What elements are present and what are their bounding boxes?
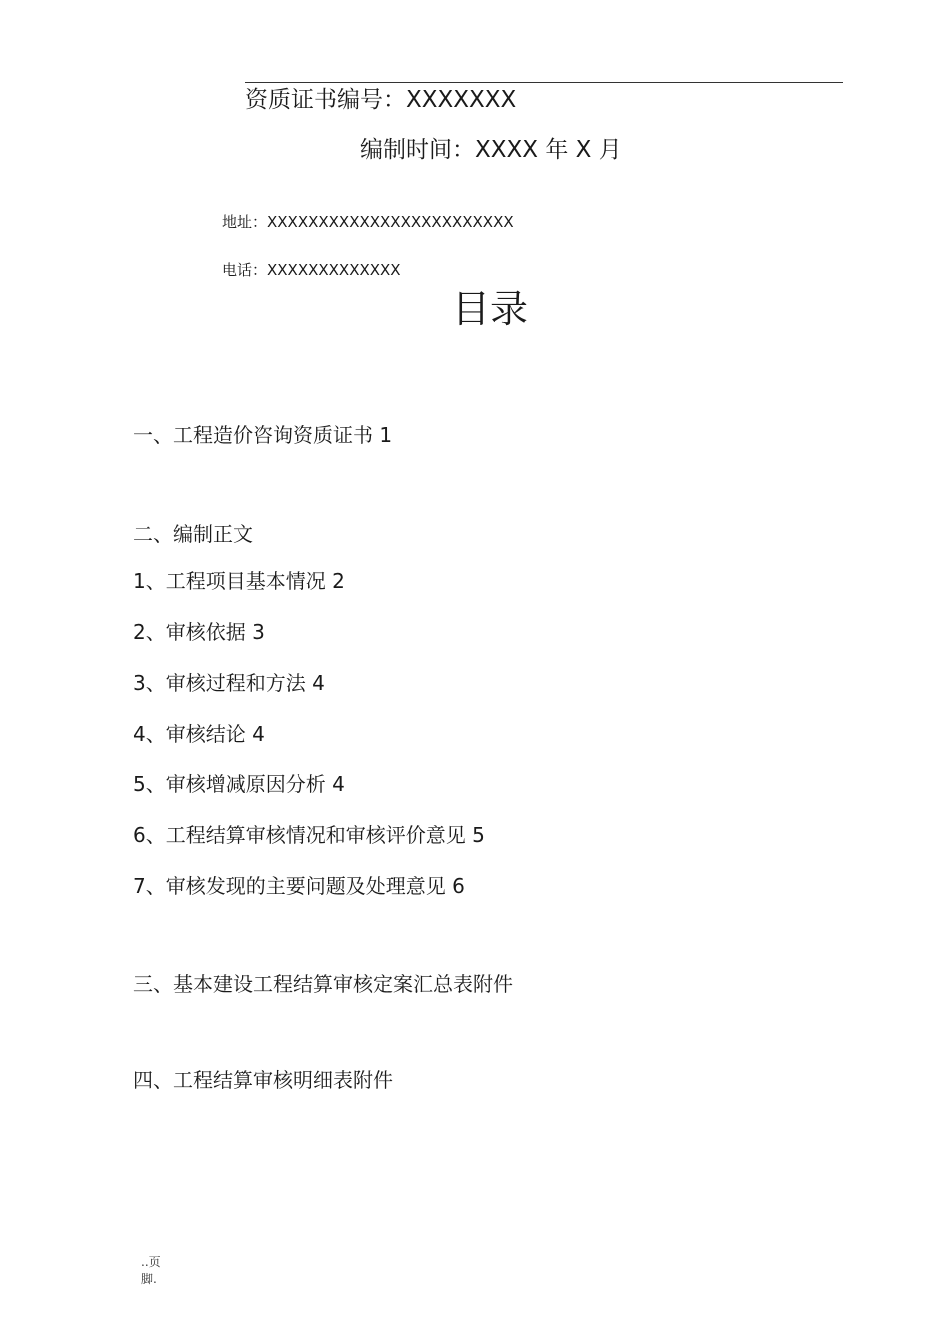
toc-item-section-3: 三、基本建设工程结算审核定案汇总表附件	[133, 972, 513, 996]
toc-item-2-6: 6、工程结算审核情况和审核评价意见 5	[133, 823, 485, 847]
toc-item-2-2: 2、审核依据 3	[133, 620, 265, 644]
header-rule	[245, 82, 843, 83]
toc-title: 目录	[451, 287, 528, 331]
phone: 电话：XXXXXXXXXXXXX	[222, 261, 401, 279]
toc-item-section-1: 一、工程造价咨询资质证书 1	[133, 423, 393, 447]
page-footer: ..页脚.	[141, 1255, 161, 1286]
certificate-number: 资质证书编号：XXXXXXX	[245, 87, 517, 113]
toc-item-2-7: 7、审核发现的主要问题及处理意见 6	[133, 874, 465, 898]
toc-item-section-4: 四、工程结算审核明细表附件	[133, 1068, 393, 1092]
toc-item-2-4: 4、审核结论 4	[133, 722, 265, 746]
toc-item-2-5: 5、审核增减原因分析 4	[133, 772, 345, 796]
toc-item-section-2: 二、编制正文	[133, 522, 253, 546]
toc-item-2-1: 1、工程项目基本情况 2	[133, 569, 345, 593]
compile-time: 编制时间：XXXX 年 X 月	[360, 137, 622, 163]
address: 地址：XXXXXXXXXXXXXXXXXXXXXXXX	[222, 213, 514, 231]
toc-item-2-3: 3、审核过程和方法 4	[133, 671, 325, 695]
